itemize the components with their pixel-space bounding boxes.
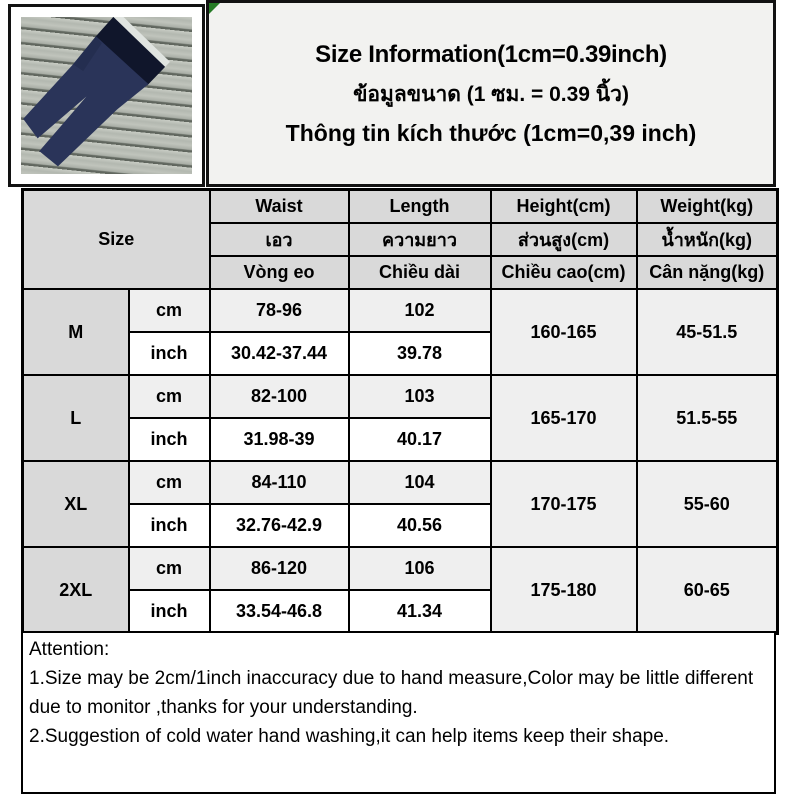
col-header-height-th: ส่วนสูง(cm) [491,223,637,256]
product-photo [21,17,192,174]
size-label-l: L [23,375,129,461]
2xl-waist-inch: 33.54-46.8 [210,590,349,634]
green-corner-marker-icon [209,3,220,14]
header-row-en [23,190,778,224]
l-length-inch: 40.17 [349,418,491,461]
l-height: 165-170 [491,375,637,461]
m-waist-cm: 78-96 [210,289,349,332]
size-label-m: M [23,289,129,375]
unit-cm-label: cm [129,461,210,504]
l-weight: 51.5-55 [637,375,778,461]
2xl-height: 175-180 [491,547,637,634]
m-waist-inch: 30.42-37.44 [210,332,349,375]
xl-weight: 55-60 [637,461,778,547]
row-xl-cm [23,461,778,504]
unit-cm-label: cm [129,547,210,590]
col-header-weight-en: Weight(kg) [637,190,778,224]
2xl-length-cm: 106 [349,547,491,590]
size-chart-table [21,188,779,635]
unit-cm-label: cm [129,289,210,332]
size-label-2xl: 2XL [23,547,129,634]
col-header-length-en: Length [349,190,491,224]
col-header-waist-th: เอว [210,223,349,256]
col-header-height-en: Height(cm) [491,190,637,224]
l-waist-cm: 82-100 [210,375,349,418]
xl-height: 170-175 [491,461,637,547]
title-thai: ข้อมูลขนาด (1 ซม. = 0.39 นิ้ว) [353,82,629,106]
product-photo-frame [8,4,205,187]
row-l-cm [23,375,778,418]
m-height: 160-165 [491,289,637,375]
attention-note-2: 2.Suggestion of cold water hand washing,it can help items keep their shape. [29,726,670,747]
row-m-cm [23,289,778,332]
m-weight: 45-51.5 [637,289,778,375]
2xl-waist-cm: 86-120 [210,547,349,590]
attention-box [21,631,776,794]
size-header-cell: Size [23,190,210,290]
attention-note-1: 1.Size may be 2cm/1inch inaccuracy due to hand measure,Color may be little different due to monitor ,thanks for your understanding. [29,668,754,718]
col-header-waist-vi: Vòng eo [210,256,349,289]
unit-inch-label: inch [129,418,210,461]
col-header-length-vi: Chiều dài [349,256,491,289]
pants-illustration [21,17,192,174]
size-info-header [206,0,776,187]
col-header-height-vi: Chiều cao(cm) [491,256,637,289]
unit-cm-label: cm [129,375,210,418]
xl-length-cm: 104 [349,461,491,504]
attention-title: Attention: [29,639,110,660]
l-waist-inch: 31.98-39 [210,418,349,461]
xl-waist-inch: 32.76-42.9 [210,504,349,547]
col-header-weight-th: น้ำหนัก(kg) [637,223,778,256]
title-english: Size Information(1cm=0.39inch) [315,40,667,68]
col-header-waist-en: Waist [210,190,349,224]
col-header-weight-vi: Cân nặng(kg) [637,256,778,289]
2xl-weight: 60-65 [637,547,778,634]
xl-length-inch: 40.56 [349,504,491,547]
size-label-xl: XL [23,461,129,547]
m-length-inch: 39.78 [349,332,491,375]
unit-inch-label: inch [129,590,210,634]
unit-inch-label: inch [129,332,210,375]
col-header-length-th: ความยาว [349,223,491,256]
title-vietnamese: Thông tin kích thước (1cm=0,39 inch) [285,119,697,146]
l-length-cm: 103 [349,375,491,418]
unit-inch-label: inch [129,504,210,547]
xl-waist-cm: 84-110 [210,461,349,504]
2xl-length-inch: 41.34 [349,590,491,634]
m-length-cm: 102 [349,289,491,332]
row-2xl-cm [23,547,778,590]
